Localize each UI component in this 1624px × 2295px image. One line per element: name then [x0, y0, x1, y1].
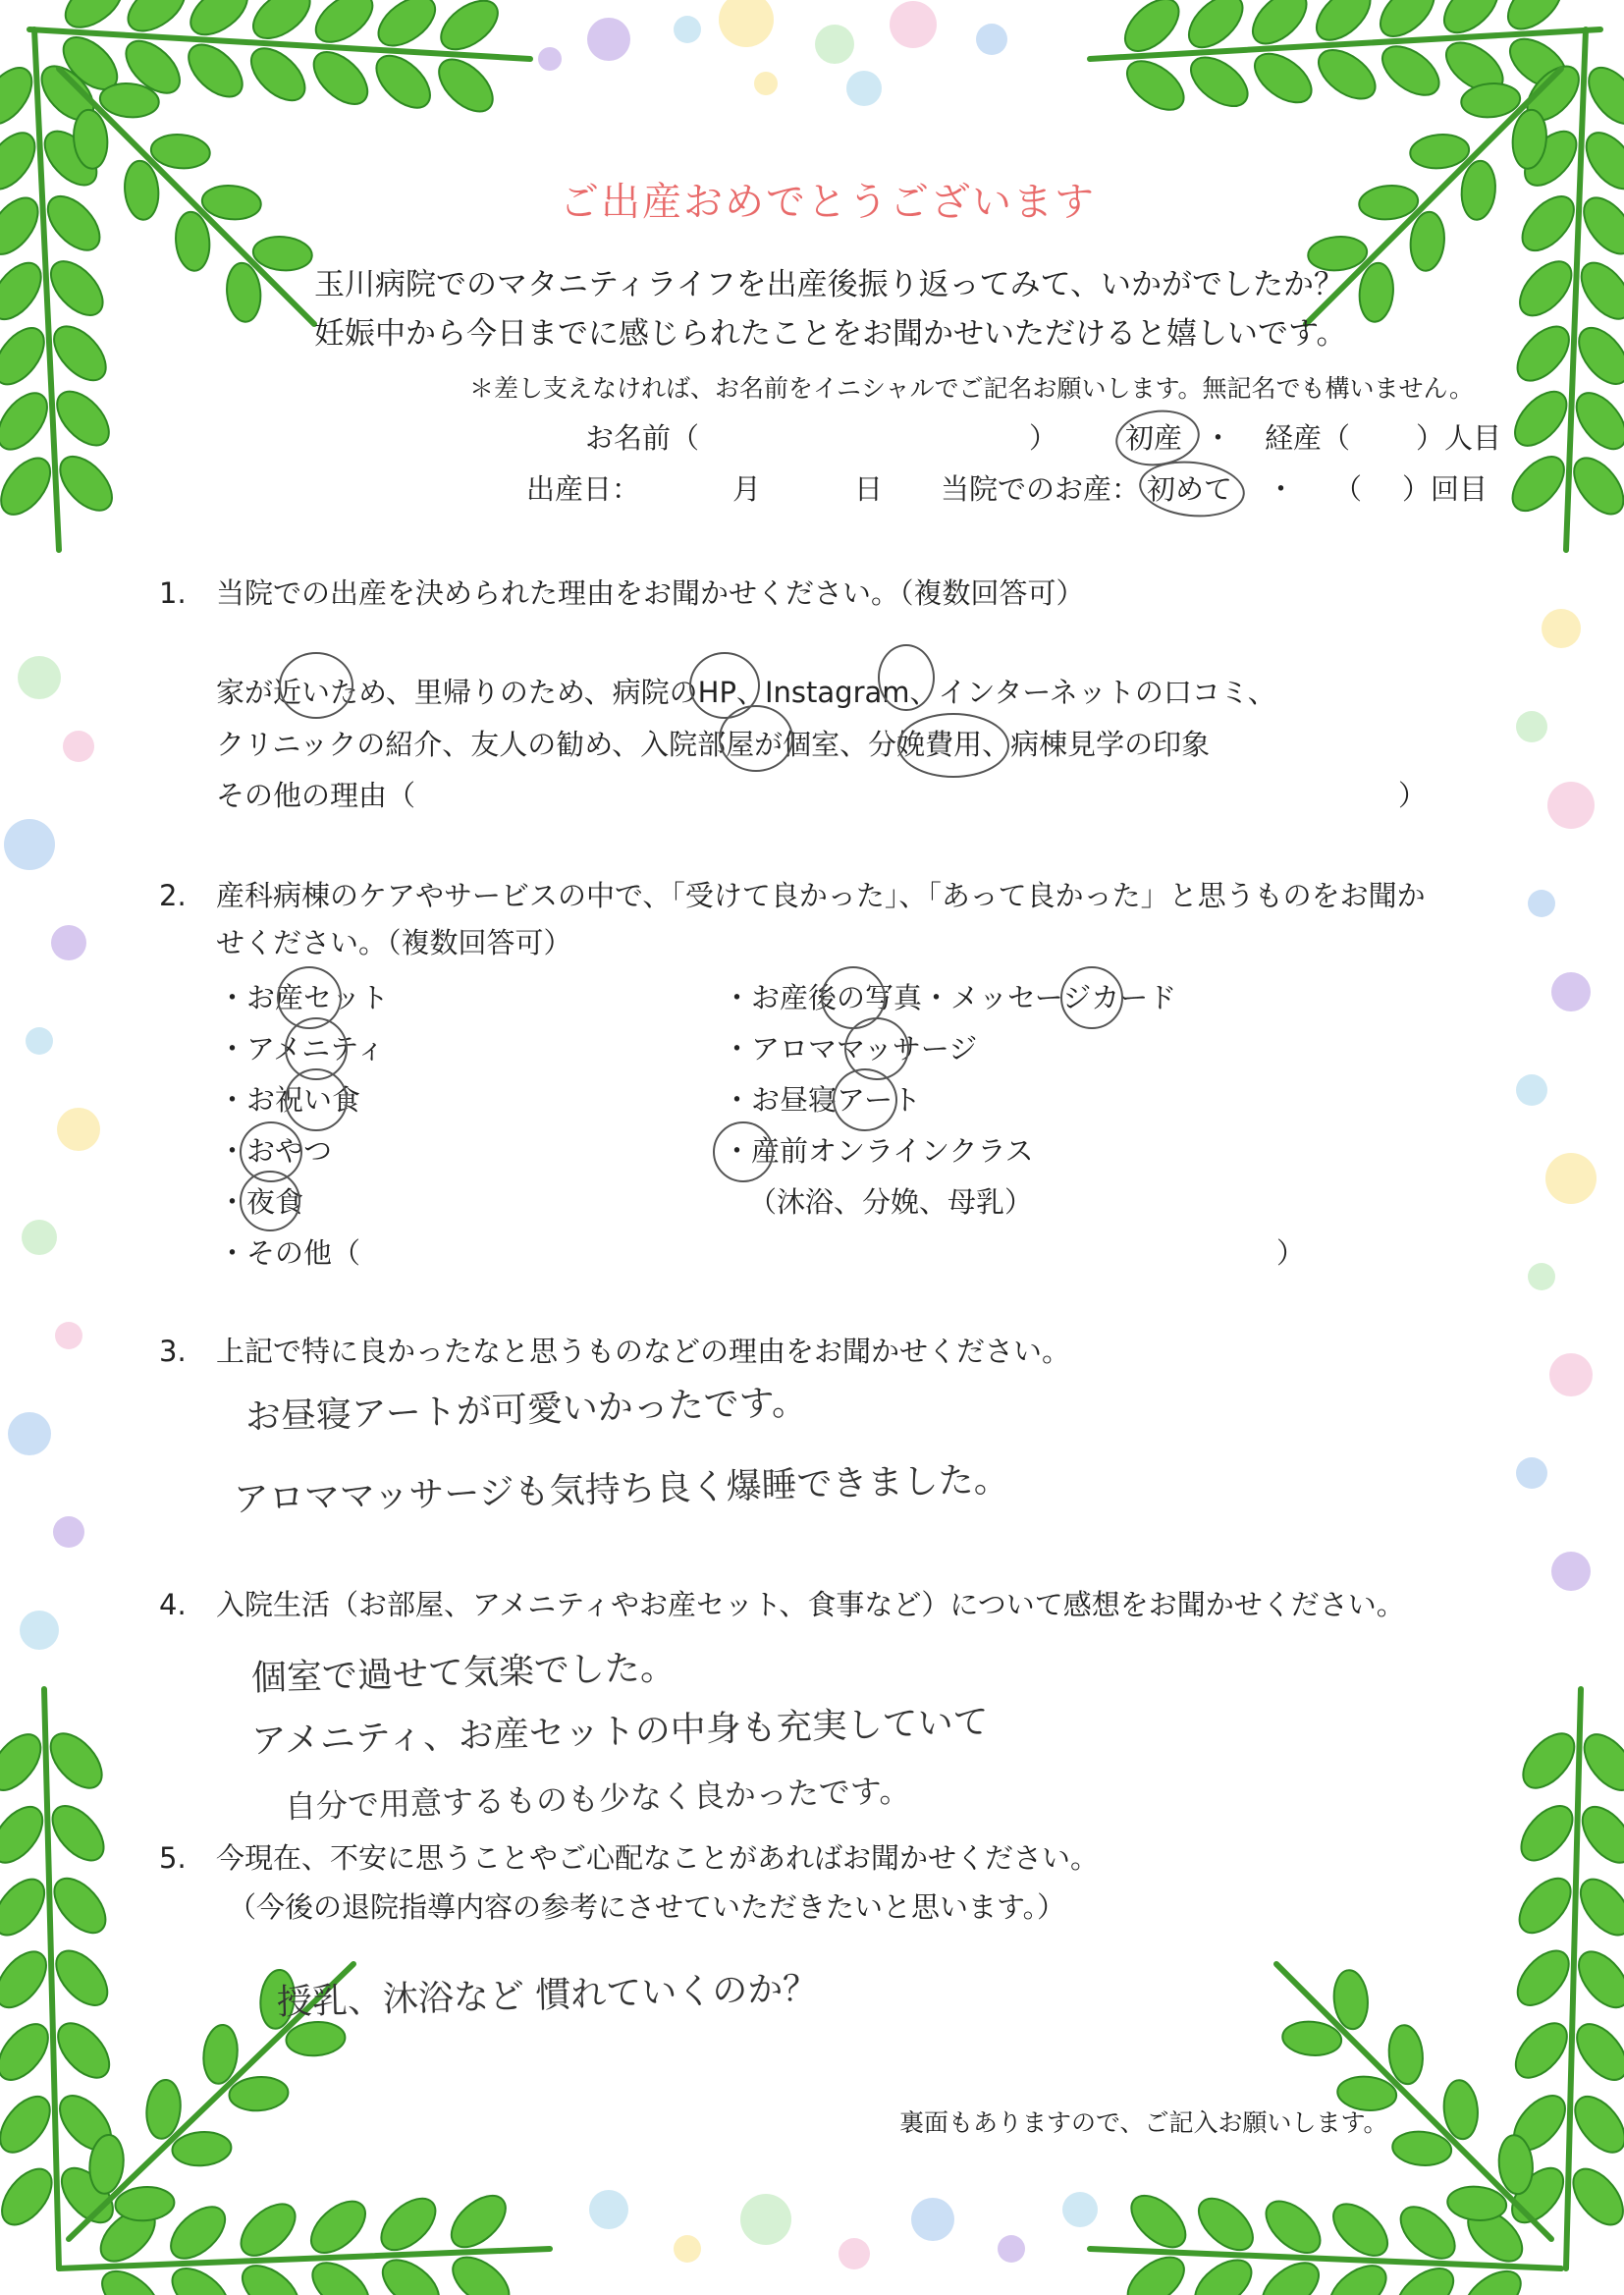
- answer-circle-near: [279, 652, 353, 719]
- q2-right-item: ・産前オンラインクラス: [723, 1134, 1034, 1168]
- q2-right-item: ・アロママッサージ: [723, 1032, 978, 1066]
- decorative-dot: [1528, 1263, 1555, 1290]
- q5-question-line-2: （今後の退院指導内容の参考にさせていただきたいと思います。）: [228, 1890, 1066, 1924]
- leaf: [1122, 2186, 1195, 2257]
- decorative-dot: [26, 1027, 53, 1055]
- q1-other-label: その他の理由（: [216, 779, 416, 812]
- answer-circle-night-meal: [240, 1171, 300, 1231]
- leaf: [1564, 449, 1624, 522]
- answer-circle-celebration-meal: [285, 1068, 348, 1131]
- count-paren-open: （: [1333, 472, 1363, 506]
- q2-number: 2.: [159, 879, 187, 912]
- decorative-dot: [1062, 2192, 1098, 2227]
- vine-stem: [1276, 1964, 1551, 2239]
- q2-question-line-1: 産科病棟のケアやサービスの中で、「受けて良かった」、「あって良かった」と思うものをお聞か: [216, 879, 1426, 912]
- q1-number: 1.: [159, 576, 187, 610]
- q2-right-item: ・お昼寝アート: [723, 1083, 922, 1117]
- leaf: [1505, 382, 1576, 455]
- leaf: [1310, 40, 1383, 108]
- leaf: [47, 382, 118, 455]
- decorative-dot: [1549, 1353, 1593, 1396]
- leaf: [232, 2195, 304, 2266]
- leaf: [45, 1869, 116, 1941]
- leaf: [1563, 2160, 1624, 2234]
- leaf: [114, 2185, 175, 2222]
- q2-question-line-2: せください。（複数回答可）: [216, 926, 572, 959]
- birth-date-label: 出産日：: [526, 472, 641, 506]
- leaf: [43, 1797, 114, 1870]
- answer-circle-message-card: [1060, 966, 1123, 1029]
- decorative-dot: [22, 1220, 57, 1255]
- leaf: [1513, 188, 1584, 260]
- q1-question: 当院での出産を決められた理由をお聞かせください。（複数回答可）: [216, 576, 1085, 610]
- first-time-option: 初めて: [1147, 472, 1233, 506]
- decorative-dot: [1516, 1457, 1547, 1489]
- decorative-dot: [8, 1412, 51, 1455]
- q2-right-sub: （沐浴、分娩、母乳）: [748, 1185, 1034, 1219]
- leaf: [1246, 44, 1320, 112]
- decorative-dot: [815, 25, 854, 64]
- q2-other-label: ・その他（: [218, 1236, 361, 1270]
- date-dot: ・: [1267, 472, 1296, 506]
- leaf: [1567, 2015, 1624, 2089]
- leaf: [1565, 2088, 1624, 2161]
- leaf: [38, 187, 109, 259]
- leaf: [304, 42, 377, 114]
- decorative-dot: [754, 72, 778, 95]
- leaf: [432, 0, 506, 59]
- footer-note: 裏面もありますので、ご記入お願いします。: [899, 2108, 1388, 2137]
- decorative-dot: [839, 2238, 870, 2269]
- experienced-birth-option: 経産（: [1265, 421, 1351, 455]
- q1-options-line-2: クリニックの紹介、友人の勧め、入院部屋が個室、分娩費用、病棟見学の印象: [216, 728, 1211, 761]
- q4-answer-line-2: アメニティ、お産セットの中身も充実していて: [250, 1702, 990, 1762]
- q1-options-line-1: 家が近いため、里帰りのため、病院のHP、Instagram、インターネットの口コミ、: [216, 676, 1276, 709]
- leaf: [46, 1941, 117, 2014]
- decorative-dot: [587, 18, 630, 61]
- decorative-dot: [1547, 782, 1595, 829]
- leaf: [1569, 319, 1624, 393]
- q1-other-close: ）: [1398, 779, 1428, 812]
- leaf: [1325, 2195, 1397, 2266]
- decorative-dot: [63, 731, 94, 762]
- q2-right-item: ・お産後の写真・メッセージカード: [723, 981, 1177, 1014]
- leaf: [1182, 48, 1256, 116]
- q5-number: 5.: [159, 1841, 187, 1875]
- leaf: [0, 450, 60, 523]
- decorative-dot: [719, 0, 774, 47]
- leaf: [0, 1942, 56, 2016]
- decorative-dot: [51, 925, 86, 960]
- leaf: [0, 2088, 60, 2161]
- decorative-dot: [1528, 890, 1555, 917]
- answer-circle-online-class: [713, 1121, 774, 1182]
- q3-number: 3.: [159, 1335, 187, 1368]
- q4-number: 4.: [159, 1588, 187, 1621]
- birth-day: 日: [854, 472, 884, 506]
- decorative-dot: [890, 1, 937, 48]
- leaf: [1508, 1941, 1579, 2014]
- count-suffix: ）回目: [1402, 472, 1489, 506]
- decorative-dot: [1516, 1074, 1547, 1106]
- decorative-dot: [538, 47, 562, 71]
- leaf: [41, 252, 112, 325]
- q2-other-close: ）: [1276, 1236, 1306, 1270]
- leaf: [285, 2020, 346, 2057]
- q3-answer-line-1: お昼寝アートが可愛いかったです。: [244, 1383, 808, 1438]
- leaf: [1569, 1942, 1624, 2016]
- intro-line-1: 玉川病院でのマタニティライフを出産後振り返ってみて、いかがでしたか？: [314, 267, 1345, 302]
- decorative-dot: [18, 656, 61, 699]
- leaf: [1257, 2192, 1329, 2263]
- leaf: [1512, 1797, 1583, 1870]
- leaf: [1118, 51, 1192, 119]
- leaf: [0, 2015, 58, 2089]
- q4-question: 入院生活（お部屋、アメニティやお産セット、食事など）について感想をお聞かせください。: [216, 1588, 1405, 1621]
- leaf: [1374, 36, 1447, 104]
- decorative-dot: [1551, 1552, 1591, 1591]
- q2-left-item: ・お祝い食: [218, 1083, 361, 1117]
- name-label: お名前（: [585, 421, 700, 455]
- decorative-dot: [674, 2235, 701, 2263]
- decorative-dot: [57, 1108, 100, 1151]
- q3-answer-line-2: アロママッサージも気持ち良く爆睡できました。: [233, 1459, 1010, 1520]
- q4-answer-line-1: 個室で過せて気楽でした。: [250, 1647, 677, 1699]
- hospital-birth-label: 当院でのお産：: [941, 472, 1141, 506]
- decorative-dot: [53, 1516, 84, 1548]
- initials-note: ＊差し支えなければ、お名前をイニシャルでご記名お願いします。無記名でも構いません。: [469, 374, 1475, 403]
- leaf: [430, 50, 503, 122]
- answer-circle-cost: [897, 713, 1009, 778]
- intro-line-2: 妊娠中から今日までに感じられたことをお聞かせいただけると嬉しいです。: [314, 316, 1347, 352]
- decorative-dot: [976, 24, 1007, 55]
- leaf: [228, 2075, 289, 2112]
- leaf: [44, 317, 115, 390]
- q2-left-item: ・アメニティ: [218, 1032, 385, 1066]
- q5-answer: 授乳、沐浴など 慣れていくのか？: [276, 1968, 819, 2023]
- answer-circle-instagram: [878, 644, 935, 711]
- leaf: [1513, 1724, 1584, 1797]
- q2-left-item: ・おやつ: [218, 1134, 333, 1168]
- decorative-dot: [1551, 972, 1591, 1011]
- leaf: [171, 2130, 232, 2167]
- leaf: [1510, 252, 1581, 325]
- page-title: ご出産おめでとうございます: [560, 180, 1096, 225]
- leaf: [1571, 1871, 1624, 1944]
- name-dot: ・: [1204, 421, 1233, 455]
- leaf: [301, 2192, 374, 2263]
- answer-circle-private-room: [719, 705, 793, 772]
- answer-circle-nap-art: [833, 1068, 897, 1131]
- birth-month: 月: [732, 472, 762, 506]
- leaf: [180, 35, 252, 107]
- decorative-dot: [998, 2235, 1025, 2263]
- leaf: [1567, 384, 1624, 458]
- leaf: [1189, 2189, 1262, 2260]
- leaf: [48, 2014, 119, 2087]
- leaf: [370, 0, 444, 55]
- leaf: [1506, 2014, 1577, 2087]
- decorative-dot: [1516, 711, 1547, 742]
- q5-question-line-1: 今現在、不安に思うことやご心配なことがあればお聞かせください。: [216, 1841, 1100, 1875]
- leaf: [0, 384, 57, 458]
- decorative-dot: [1545, 1153, 1597, 1204]
- decorative-dot: [20, 1611, 59, 1650]
- q3-question: 上記で特に良かったなと思うものなどの理由をお聞かせください。: [216, 1335, 1071, 1368]
- decorative-dot: [846, 71, 882, 106]
- leaf: [41, 1724, 112, 1797]
- leaf: [0, 1871, 54, 1944]
- decorative-dot: [4, 819, 55, 870]
- decorative-dot: [740, 2194, 791, 2245]
- leaf: [0, 2160, 62, 2234]
- decorative-dot: [911, 2198, 954, 2241]
- q4-answer-line-3: 自分で用意するものも少なく良かったです。: [284, 1772, 911, 1826]
- name-close: ）: [1029, 421, 1058, 455]
- decorative-dot: [55, 1322, 82, 1349]
- q2-left-item: ・お産セット: [218, 981, 390, 1014]
- times-suffix: ）人目: [1416, 421, 1502, 455]
- leaf: [372, 2189, 445, 2260]
- first-birth-option: 初産: [1125, 421, 1183, 455]
- leaf: [51, 447, 122, 519]
- leaf: [242, 38, 314, 110]
- decorative-dot: [589, 2190, 628, 2229]
- leaf: [1508, 317, 1579, 390]
- q2-left-item: ・夜食: [218, 1185, 304, 1219]
- decorative-dot: [1542, 609, 1581, 648]
- decorative-dot: [674, 16, 701, 43]
- leaf: [367, 46, 440, 118]
- leaf: [1510, 1869, 1581, 1941]
- leaf: [1503, 448, 1574, 520]
- leaf: [442, 2186, 514, 2257]
